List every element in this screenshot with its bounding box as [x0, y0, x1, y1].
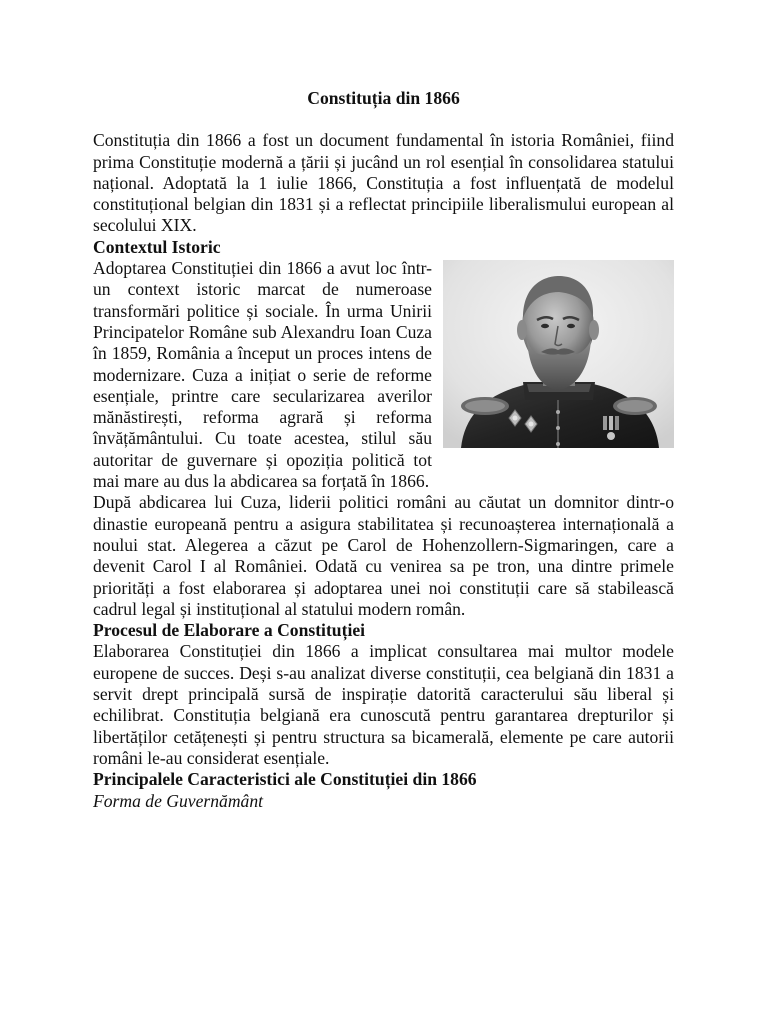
section-heading-context: Contextul Istoric — [93, 236, 221, 257]
section-heading-process: Procesul de Elaborare a Constituției — [93, 620, 366, 641]
context-paragraph-1: Adoptarea Constituției din 1866 a avut loc într-un context istoric marcat de numeroase transformări politice și sociale. În urma Unirii Principatelor Române sub Alexandru Ioan Cuza în 1859, România a început un proces intens de modernizare. Cuza a inițiat o serie de reforme esențiale, printre care secularizarea averilor mănăstirești, reforma agrară și reforma învățământului. Cu toate acestea, stilul său autoritar de guvernare și opoziția politică tot mai mare au dus la abdicarea sa forțată în 1866. — [93, 258, 432, 492]
context-paragraph-2: După abdicarea lui Cuza, liderii politici români au căutat un domnitor dintr-o dinastie europeană pentru a asigura stabilitatea și recunoașterea internațională a noului stat. Alegerea a căzut pe Carol de Hohenzollern-Sigmaringen, care a devenit Carol I al României. Odată cu venirea sa pe tron, una dintre primele priorități a fost elaborarea și adoptarea unei noi constituții care să stabilească cadrul legal și instituțional al statului modern român. — [93, 492, 674, 619]
section-heading-characteristics: Principalele Caracteristici ale Constituției din 1866 — [93, 769, 477, 790]
process-paragraph-1: Elaborarea Constituției din 1866 a implicat consultarea mai multor modele europene de succes. Deși s-au analizat diverse constituții, cea belgiană din 1831 a servit drept principală sursă de inspirație datorită caracterului său liberal și echilibrat. Constituția belgiană era cunoscută pentru garantarea drepturilor și libertăților cetățenești și pentru structura sa bicamerală, elemente pe care autorii români le-au considerat esențiale. — [93, 641, 674, 768]
intro-paragraph: Constituția din 1866 a fost un document fundamental în istoria României, fiind prima Constituție modernă a țării și jucând un rol esențial în consolidarea statului național. Adoptată la 1 iulie 1866, Constituția a fost influențată de modelul constituțional belgian din 1831 și a reflectat principiile liberalismului european al secolului XIX. — [93, 130, 674, 236]
document-page — [93, 88, 674, 812]
portrait-image — [443, 260, 674, 448]
portrait-photo — [443, 260, 674, 448]
subsection-heading-government-form: Forma de Guvernământ — [93, 790, 264, 811]
document-title: Constituția din 1866 — [307, 88, 460, 108]
